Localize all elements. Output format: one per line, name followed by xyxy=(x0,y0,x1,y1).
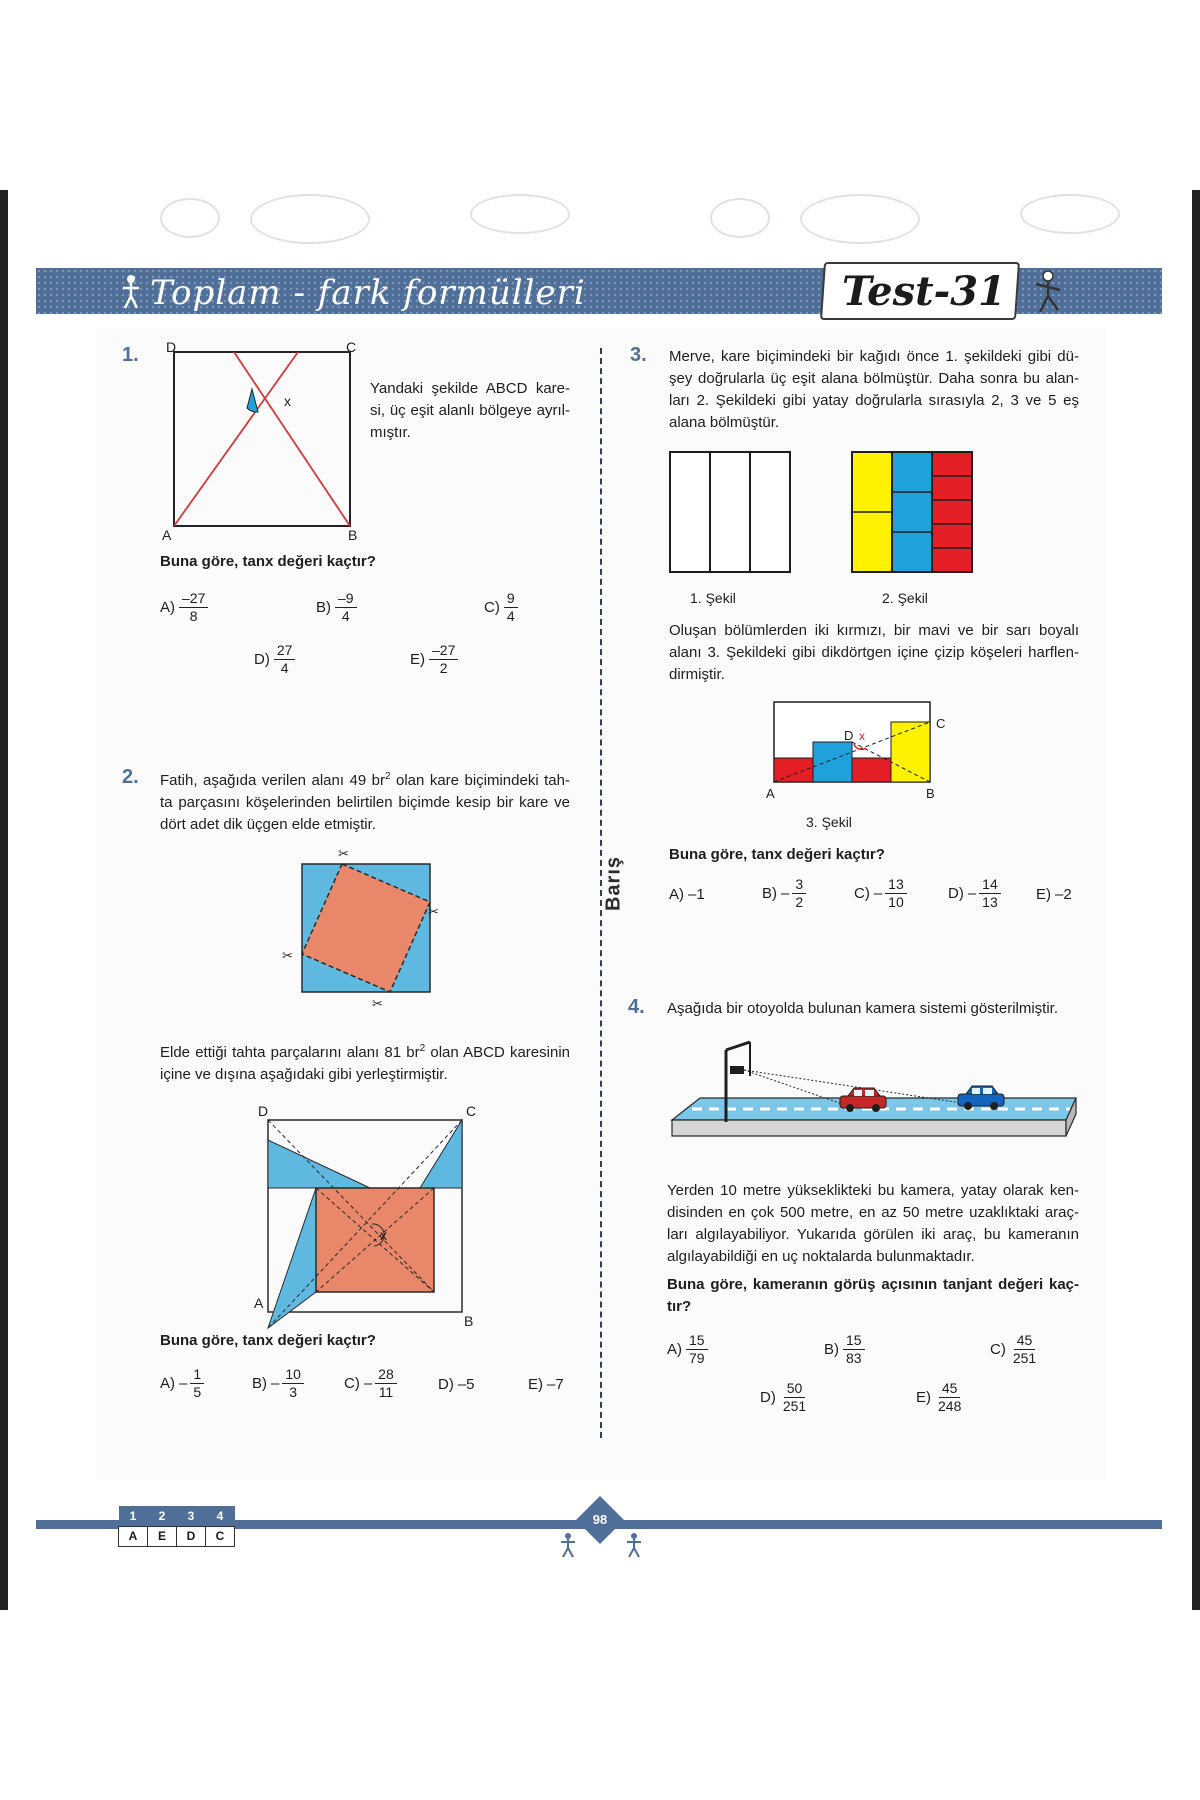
crop-mark xyxy=(0,190,8,1610)
figure-2-caption: 2. Şekil xyxy=(882,590,928,606)
option-letter: A) xyxy=(160,1375,175,1392)
test-label: Test-31 xyxy=(842,268,1006,315)
option-letter: B) xyxy=(316,599,331,616)
q1-square-figure xyxy=(152,340,362,540)
text-part: Fatih, aşağıda verilen alanı 49 br xyxy=(160,772,385,789)
brand-label: Barış xyxy=(602,855,625,912)
q2-abcd-figure xyxy=(250,1100,480,1330)
numerator: 45 xyxy=(939,1380,961,1398)
numerator: 28 xyxy=(375,1366,397,1384)
fraction xyxy=(935,1380,964,1415)
option-letter: C) xyxy=(990,1341,1006,1358)
numerator: 50 xyxy=(784,1380,806,1398)
question-2-text-2 xyxy=(160,1038,570,1086)
denominator: 4 xyxy=(506,608,515,624)
option-value: –2 xyxy=(1055,886,1072,903)
scissors-icon: ✂ xyxy=(372,996,383,1010)
q2-cut-square-figure xyxy=(278,850,458,1010)
label-x: x xyxy=(284,393,291,409)
denominator: 2 xyxy=(795,894,804,910)
superscript: 2 xyxy=(419,1043,426,1054)
q1-option-d[interactable] xyxy=(254,642,295,677)
numerator: –27 xyxy=(179,590,208,608)
fraction xyxy=(979,876,1001,911)
label-c: C xyxy=(346,340,357,355)
question-3-text-1: Merve, kare biçimindeki bir kağıdı önce 1. şekildeki gibi dü-şey doğrularla üç eşit alana bölmüştür. Daha sonra bu alan-ları 2. Şekildeki gibi yatay doğrularla sırasıyla 2, 3 ve 5 eş alana bölmüştür. xyxy=(669,348,1079,431)
label-c: C xyxy=(466,1103,477,1119)
numerator: –27 xyxy=(429,642,458,660)
q4-highway-figure xyxy=(668,1036,1080,1166)
superscript: 2 xyxy=(384,771,391,782)
scissors-icon: ✂ xyxy=(428,904,439,919)
q2-option-b[interactable] xyxy=(252,1366,304,1401)
q1-option-a[interactable] xyxy=(160,590,208,625)
numerator: 15 xyxy=(686,1332,708,1350)
option-letter: C) xyxy=(344,1375,360,1392)
stick-figure-icon xyxy=(118,274,144,310)
answer-key-table xyxy=(118,1506,235,1547)
label-x: x xyxy=(380,1227,387,1243)
fraction xyxy=(1010,1332,1039,1367)
page-title: Toplam - fark formülleri xyxy=(150,273,586,313)
option-letter: E) xyxy=(528,1376,543,1393)
q3-figure-1 xyxy=(668,450,794,576)
crop-mark xyxy=(1192,190,1200,1610)
label-b: B xyxy=(926,786,935,801)
stick-figure-icon xyxy=(1030,270,1066,314)
scissors-icon: ✂ xyxy=(282,948,293,963)
q3-figure-2 xyxy=(850,450,976,576)
fraction xyxy=(282,1366,304,1401)
numerator: 3 xyxy=(792,876,806,894)
option-letter: A) xyxy=(669,886,684,903)
fraction xyxy=(792,876,806,911)
option-letter: A) xyxy=(667,1341,682,1358)
q3-option-a[interactable] xyxy=(669,886,705,903)
label-x: x xyxy=(859,729,865,743)
denominator: 251 xyxy=(782,1398,807,1414)
answer-key-answer: C xyxy=(206,1526,235,1546)
numerator: 1 xyxy=(190,1366,204,1384)
scissors-icon: ✂ xyxy=(338,850,349,861)
denominator: 5 xyxy=(193,1384,202,1400)
option-letter: B) xyxy=(762,885,777,902)
numerator: 15 xyxy=(843,1332,865,1350)
label-a: A xyxy=(766,786,775,801)
fraction xyxy=(843,1332,865,1367)
answer-key-answer: E xyxy=(148,1526,177,1546)
q4-option-d[interactable] xyxy=(760,1380,809,1415)
denominator: 83 xyxy=(846,1350,862,1366)
blue-car-icon xyxy=(958,1086,1004,1110)
numerator: 13 xyxy=(885,876,907,894)
answer-key-number: 2 xyxy=(148,1506,177,1526)
label-d: D xyxy=(844,728,854,743)
numerator: 27 xyxy=(274,642,296,660)
option-sign: – xyxy=(271,1375,280,1392)
page xyxy=(0,190,1200,1610)
q2-option-a[interactable] xyxy=(160,1366,204,1401)
q2-option-c[interactable] xyxy=(344,1366,397,1401)
q4-option-e[interactable] xyxy=(916,1380,964,1415)
question-2-prompt: Buna göre, tanx değeri kaçtır? xyxy=(160,1332,376,1349)
question-4-text-2: Yerden 10 metre yükseklikteki bu kamera, yatay olarak ken-disinden en çok 500 metre, en az 50 metre uzaklıktaki araç-ları algılayabiliyor. Yukarıda görülen iki araç, bu kameranın algılayabildiği en uç noktalarda bulunmaktadır. xyxy=(667,1182,1079,1265)
doodle-circle xyxy=(710,198,770,238)
question-4-text-1: Aşağıda bir otoyolda bulunan kamera sistemi gösterilmiştir. xyxy=(667,1000,1059,1017)
label-c: C xyxy=(936,716,946,731)
question-1-text: Yandaki şekilde ABCD kare-si, üç eşit alanlı bölgeye ayrıl-mıştır. xyxy=(370,380,570,441)
label-b: B xyxy=(464,1313,474,1329)
q1-option-b[interactable] xyxy=(316,590,357,625)
text-part: Elde ettiği tahta parçalarını alanı 81 br xyxy=(160,1044,420,1061)
option-letter: B) xyxy=(824,1341,839,1358)
label-a: A xyxy=(162,527,172,540)
doodle-circle xyxy=(1020,194,1120,234)
q3-figure-3 xyxy=(760,698,960,808)
fraction xyxy=(686,1332,708,1367)
red-car-icon xyxy=(840,1088,886,1112)
denominator: 2 xyxy=(439,660,448,676)
q1-option-c[interactable] xyxy=(484,590,518,625)
question-3-number: 3. xyxy=(630,344,647,366)
question-3-text-2: Oluşan bölümlerden iki kırmızı, bir mavi ve bir sarı boyalı alanı 3. Şekildeki gibi dikdörtgen içine çizip köşeleri harflen-dirmiştir. xyxy=(669,622,1079,683)
q2-option-d[interactable] xyxy=(438,1376,475,1393)
stick-figure-icon xyxy=(558,1532,578,1558)
option-sign: – xyxy=(179,1375,188,1392)
option-letter: E) xyxy=(410,651,425,668)
numerator: 9 xyxy=(504,590,518,608)
denominator: 11 xyxy=(378,1384,394,1400)
question-3-prompt: Buna göre, tanx değeri kaçtır? xyxy=(669,846,885,863)
denominator: 13 xyxy=(982,894,998,910)
text-part: olan ABCD karesinin içine ve dışına aşağıdaki gibi yerleştirmiştir. xyxy=(160,1044,570,1083)
answer-key-answers xyxy=(119,1526,235,1546)
question-4-prompt: Buna göre, kameranın görüş açısının tanjant değeri kaç-tır? xyxy=(667,1276,1079,1315)
figure-3-caption: 3. Şekil xyxy=(806,814,852,830)
label-b: B xyxy=(348,527,358,540)
fraction xyxy=(179,590,208,625)
option-letter: C) xyxy=(484,599,500,616)
question-2-text-1 xyxy=(160,766,570,836)
answer-key-answer: A xyxy=(119,1526,148,1546)
option-sign: – xyxy=(781,885,790,902)
stick-figure-icon xyxy=(624,1532,644,1558)
answer-key-answer: D xyxy=(177,1526,206,1546)
option-value: –7 xyxy=(547,1376,564,1393)
answer-key-number: 1 xyxy=(119,1506,148,1526)
option-value: –1 xyxy=(688,886,705,903)
doodle-circle xyxy=(470,194,570,234)
text-part: olan kare biçimindeki tah-ta parçasını köşelerinden belirtilen biçimde kesip bir kare ve dört adet dik üçgen elde etmiştir. xyxy=(160,772,570,833)
option-sign: – xyxy=(873,885,883,902)
numerator: –9 xyxy=(335,590,357,608)
numerator: 14 xyxy=(979,876,1001,894)
answer-key-number: 4 xyxy=(206,1506,235,1526)
option-letter: C) xyxy=(854,885,870,902)
fraction xyxy=(375,1366,397,1401)
option-letter: D) xyxy=(254,651,270,668)
fraction xyxy=(335,590,357,625)
denominator: 251 xyxy=(1012,1350,1037,1366)
numerator: 10 xyxy=(282,1366,304,1384)
option-letter: B) xyxy=(252,1375,267,1392)
option-letter: D) xyxy=(948,885,964,902)
fraction xyxy=(885,876,907,911)
question-1-number: 1. xyxy=(122,344,139,366)
fraction xyxy=(190,1366,204,1401)
option-letter: D) xyxy=(438,1376,454,1393)
q1-option-e[interactable] xyxy=(410,642,458,677)
answer-key-numbers xyxy=(119,1506,235,1526)
doodle-circle xyxy=(250,194,370,244)
q2-option-e[interactable] xyxy=(528,1376,564,1393)
q4-option-b[interactable] xyxy=(824,1332,865,1367)
label-d: D xyxy=(166,340,177,355)
fraction xyxy=(274,642,296,677)
decorative-doodles xyxy=(50,190,1150,260)
doodle-circle xyxy=(160,198,220,238)
fraction xyxy=(780,1380,809,1415)
question-1-prompt: Buna göre, tanx değeri kaçtır? xyxy=(160,553,376,570)
option-value: –5 xyxy=(457,1376,475,1393)
option-letter: E) xyxy=(916,1389,931,1406)
q3-option-e[interactable] xyxy=(1036,886,1072,903)
question-2-number: 2. xyxy=(122,766,139,788)
option-letter: E) xyxy=(1036,886,1051,903)
fraction xyxy=(429,642,458,677)
q3-option-d[interactable] xyxy=(948,876,1001,911)
option-sign: – xyxy=(363,1375,373,1392)
denominator: 4 xyxy=(341,608,350,624)
numerator: 45 xyxy=(1014,1332,1036,1350)
option-sign: – xyxy=(967,885,977,902)
denominator: 10 xyxy=(888,894,904,910)
answer-key-number: 3 xyxy=(177,1506,206,1526)
denominator: 3 xyxy=(289,1384,298,1400)
denominator: 248 xyxy=(938,1398,962,1414)
fraction xyxy=(504,590,518,625)
label-d: D xyxy=(258,1103,269,1119)
question-4-number: 4. xyxy=(628,996,645,1018)
q4-option-a[interactable] xyxy=(667,1332,708,1367)
option-letter: D) xyxy=(760,1389,776,1406)
denominator: 8 xyxy=(189,608,198,624)
denominator: 79 xyxy=(689,1350,705,1366)
page-number: 98 xyxy=(592,1512,608,1527)
option-letter: A) xyxy=(160,599,175,616)
denominator: 4 xyxy=(280,660,289,676)
q3-option-c[interactable] xyxy=(854,876,907,911)
label-a: A xyxy=(254,1295,264,1311)
doodle-circle xyxy=(800,194,920,244)
q4-option-c[interactable] xyxy=(990,1332,1039,1367)
q3-option-b[interactable] xyxy=(762,876,806,911)
figure-1-caption: 1. Şekil xyxy=(690,590,736,606)
